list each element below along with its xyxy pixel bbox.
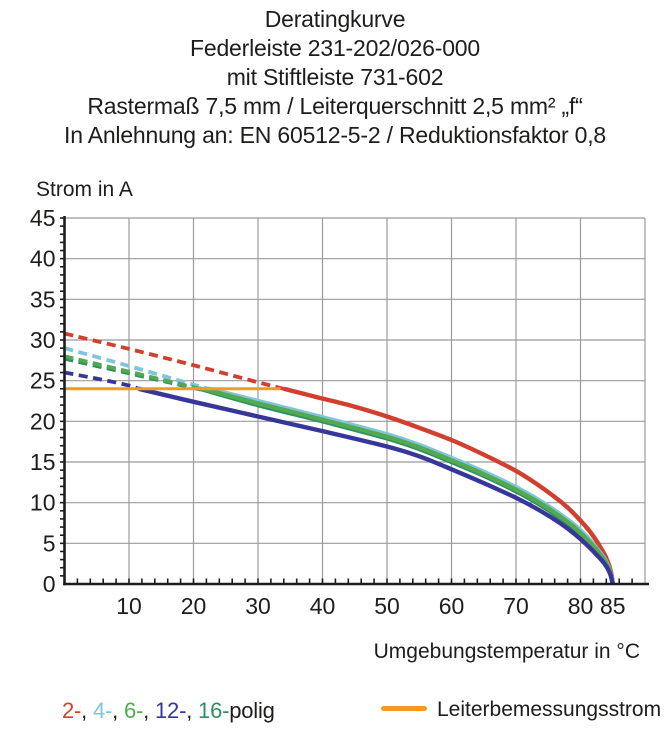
legend-pole-segment: 6- [124, 698, 144, 723]
legend-pole-segment: 2- [62, 698, 82, 723]
legend-pole-segment: , [112, 698, 124, 723]
legend-pole-counts [62, 698, 275, 724]
x-tick-label: 60 [438, 593, 465, 619]
y-tick-label: 10 [29, 489, 56, 516]
title-line-stiftleiste: mit Stiftleiste 731-602 [226, 64, 444, 90]
legend-pole-segment: , [81, 698, 93, 723]
x-tick-label: 80 [567, 593, 594, 619]
y-tick-label: 25 [29, 367, 56, 394]
x-tick-label: 20 [180, 593, 207, 619]
rated-current-label: Leiterbemessungsstrom [437, 698, 662, 721]
x-tick-label: 70 [503, 593, 529, 619]
y-tick-label: 20 [29, 408, 56, 435]
y-tick-label: 35 [29, 286, 56, 313]
y-tick-label: 5 [42, 530, 56, 557]
title-line-federleiste: Federleiste 231-202/026-000 [190, 35, 480, 61]
y-tick-label: 15 [29, 449, 56, 475]
title-line-rastermass: Rastermaß 7,5 mm / Leiterquerschnitt 2,5 mm² „f“ [87, 93, 583, 119]
legend-pole-segment: polig [229, 698, 275, 723]
x-tick-label: 50 [374, 593, 400, 619]
y-tick-label: 40 [29, 245, 56, 272]
rated-current-line-swatch [381, 706, 427, 711]
x-axis-label: Umgebungstemperatur in °C [373, 640, 640, 663]
curve-4-polig-dashed [65, 348, 210, 389]
legend-pole-segment: 4- [93, 698, 113, 723]
x-tick-label: 40 [309, 593, 336, 619]
y-axis-label: Strom in A [36, 178, 133, 201]
legend-rated-current [381, 698, 661, 722]
legend-pole-segment: 16- [198, 698, 230, 723]
y-tick-label: 30 [29, 327, 56, 353]
title-line-product: Deratingkurve [264, 6, 406, 32]
x-tick-label: 30 [245, 593, 271, 619]
y-tick-label: 0 [42, 571, 56, 597]
legend-pole-segment: 12- [155, 698, 187, 723]
x-tick-label: 10 [116, 593, 142, 619]
legend-pole-segment: , [186, 698, 199, 723]
x-tick-label: 85 [599, 593, 626, 619]
legend-pole-segment: , [143, 698, 155, 723]
title-line-norm: In Anlehnung an: EN 60512-5-2 / Reduktionsfaktor 0,8 [64, 122, 606, 148]
y-tick-label: 45 [29, 205, 56, 231]
